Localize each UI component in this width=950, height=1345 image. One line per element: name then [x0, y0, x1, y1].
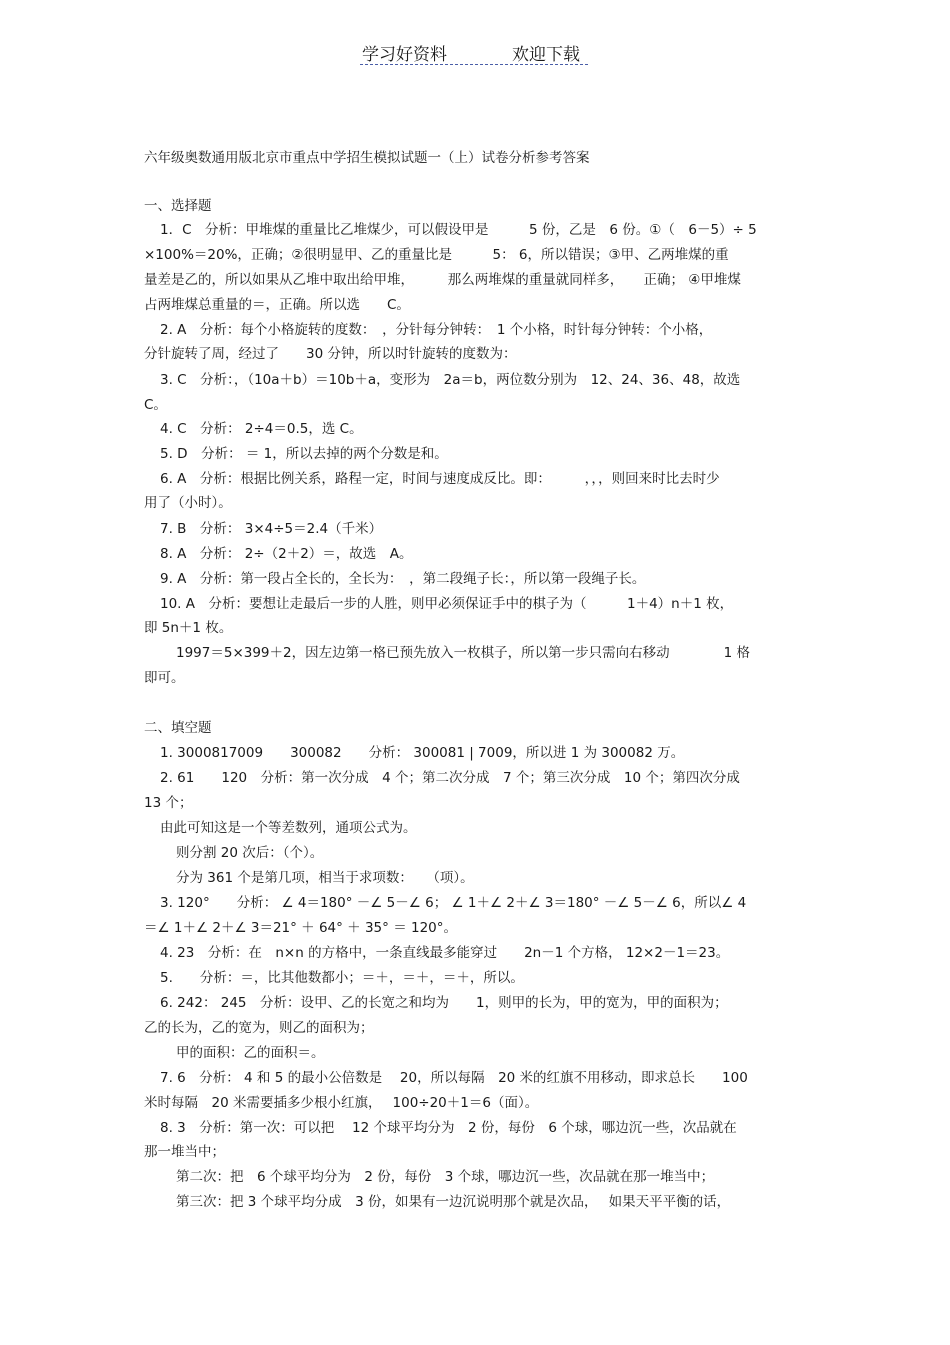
text-line: 那一堆当中； — [144, 1144, 225, 1160]
text-line: 即 5n＋1 枚。 — [144, 620, 233, 636]
text-line: 甲的面积：乙的面积＝。 — [176, 1045, 325, 1061]
text-line: 第二次：把 6 个球平均分为 2 份，每份 3 个球，哪边沉一些，次品就在那一堆当中； — [176, 1169, 715, 1185]
text-line: 13 个； — [144, 795, 193, 811]
header-right-text: 欢迎下载 — [512, 45, 580, 65]
section-heading: 一、选择题 — [144, 198, 212, 214]
page-header — [0, 40, 950, 66]
text-line: 第三次：把 3 个球平均分成 3 份，如果有一边沉说明那个就是次品， 如果天平平衡的话， — [176, 1194, 731, 1210]
text-line: 量差是乙的，所以如果从乙堆中取出给甲堆， 那么两堆煤的重量就同样多， 正确； ④甲堆煤 — [144, 272, 741, 288]
header-divider — [360, 64, 588, 65]
text-line: 占两堆煤总重量的＝，正确。所以选 C。 — [144, 297, 410, 313]
text-line: 10. A 分析：要想让走最后一步的人胜，则甲必须保证手中的棋子为（ 1＋4）n＋1 枚， — [160, 596, 734, 612]
text-line: 乙的长为，乙的宽为，则乙的面积为； — [144, 1020, 374, 1036]
text-line: 2. 61 120 分析：第一次分成 4 个；第二次分成 7 个；第三次分成 10 个；第四次分成 — [160, 770, 740, 786]
text-line: 5. D 分析： ＝ 1，所以去掉的两个分数是和。 — [160, 446, 448, 462]
document-title: 六年级奥数通用版北京市重点中学招生模拟试题一（上）试卷分析参考答案 — [144, 150, 590, 166]
text-line: 3. C 分析：，（10a＋b）＝10b＋a，变形为 2a＝b，两位数分别为 12、24、36、48，故选 — [160, 372, 741, 388]
text-line: 用了（小时）。 — [144, 495, 232, 511]
text-line: 1997＝5×399＋2，因左边第一格已预先放入一枚棋子，所以第一步只需向右移动 1 格 — [176, 645, 750, 661]
text-line: 6. 242： 245 分析：设甲、乙的长宽之和均为 1，则甲的长为，甲的宽为，甲的面积为； — [160, 995, 728, 1011]
text-line: 8. 3 分析：第一次：可以把 12 个球平均分为 2 份，每份 6 个球，哪边沉一些，次品就在 — [160, 1120, 737, 1136]
text-line: 7. 6 分析： 4 和 5 的最小公倍数是 20，所以每隔 20 米的红旗不用移动，即求总长 100 — [160, 1070, 748, 1086]
text-line: 8. A 分析： 2÷（2＋2）＝，故选 A。 — [160, 546, 413, 562]
text-line: 分为 361 个是第几项，相当于求项数： （项）。 — [176, 870, 474, 886]
text-line: 分针旋转了周，经过了 30 分钟，所以时针旋转的度数为： — [144, 346, 517, 362]
text-line: 4. C 分析： 2÷4＝0.5，选 C。 — [160, 421, 363, 437]
text-line: 则分割 20 次后：（个）。 — [176, 845, 324, 861]
text-line: 1．C 分析：甲堆煤的重量比乙堆煤少，可以假设甲是 5 份，乙是 6 份。①（ 6－5）÷ 5 — [160, 222, 757, 238]
text-line: 米时每隔 20 米需要插多少根小红旗， 100÷20＋1＝6（面）。 — [144, 1095, 539, 1111]
text-line: 1. 3000817009 300082 分析： 300081 | 7009，所以进 1 为 300082 万。 — [160, 745, 685, 761]
text-line: ×100%＝20%，正确；②很明显甲、乙的重量比是 5： 6，所以错误；③甲、乙两堆煤的重 — [144, 247, 729, 263]
text-line: 7. B 分析： 3×4÷5＝2.4（千米） — [160, 521, 383, 537]
header-left-text: 学习好资料 — [362, 45, 447, 65]
text-line: 4. 23 分析：在 n×n 的方格中，一条直线最多能穿过 2n－1 个方格， 12×2－1＝23。 — [160, 945, 730, 961]
text-line: 3. 120° 分析： ∠ 4＝180° －∠ 5－∠ 6； ∠ 1＋∠ 2＋∠ 3＝180° －∠ 5－∠ 6，所以∠ 4 — [160, 895, 747, 911]
text-line: 即可。 — [144, 670, 185, 686]
text-line: 5. 分析：＝，比其他数都小；＝＋，＝＋，＝＋，所以。 — [160, 970, 524, 986]
text-line: ＝∠ 1＋∠ 2＋∠ 3＝21° ＋ 64° ＋ 35° ＝ 120°。 — [144, 920, 457, 936]
text-line: 2. A 分析：每个小格旋转的度数： ，分针每分钟转： 1 个小格，时针每分钟转：个小格， — [160, 322, 713, 338]
text-line: C。 — [144, 397, 167, 413]
section-heading: 二、填空题 — [144, 720, 212, 736]
text-line: 由此可知这是一个等差数列，通项公式为。 — [160, 820, 417, 836]
text-line: 6. A 分析：根据比例关系，路程一定，时间与速度成反比。即： ，，，则回来时比去时少 — [160, 471, 720, 487]
text-line: 9. A 分析：第一段占全长的，全长为： ，第二段绳子长：，所以第一段绳子长。 — [160, 571, 646, 587]
